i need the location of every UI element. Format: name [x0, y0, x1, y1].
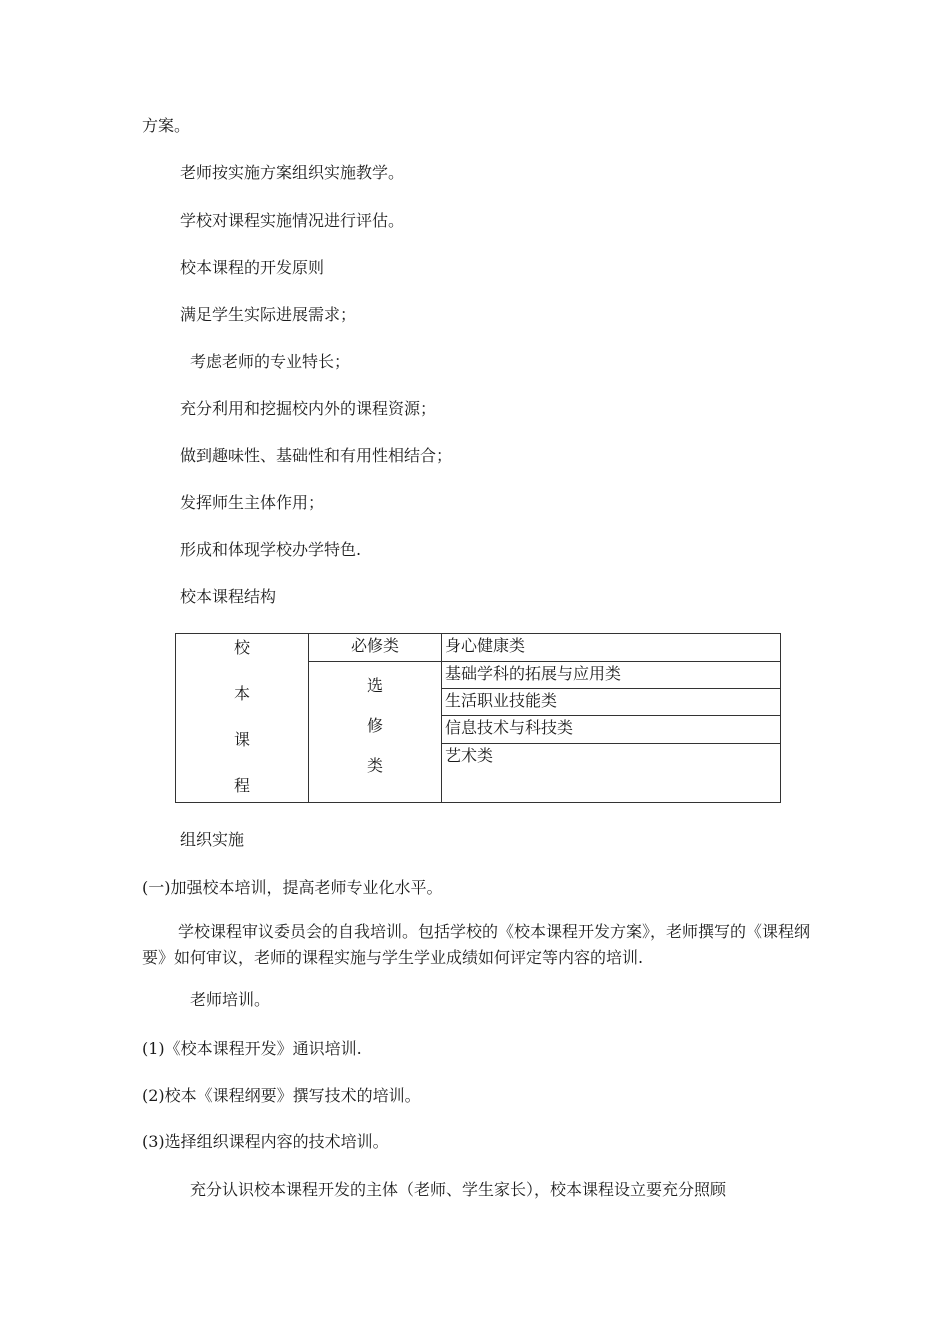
text-line-7: 充分利用和挖掘校内外的课程资源； [180, 399, 437, 418]
elective-char: 选 [366, 676, 383, 695]
text-line-17: (2)校本《课程纲要》撰写技术的培训。 [142, 1086, 421, 1105]
text-line-8: 做到趣味性、基础性和有用性相结合； [180, 446, 453, 465]
text-line-16: (1)《校本课程开发》通识培训. [142, 1039, 362, 1058]
text-line-2: 老师按实施方案组织实施教学。 [180, 163, 405, 182]
school-curriculum-cell [176, 634, 309, 803]
col1-char: 校 [233, 638, 250, 657]
text-line-18: (3)选择组织课程内容的技术培训。 [142, 1132, 389, 1151]
section-heading-structure: 校本课程结构 [180, 587, 277, 606]
text-line-3: 学校对课程实施情况进行评估。 [180, 211, 405, 230]
elective-char: 类 [366, 756, 383, 775]
text-line-10: 形成和体现学校办学特色. [180, 540, 362, 559]
elective-item-cell: 艺术类 [442, 744, 781, 803]
text-line-6: 考虑老师的专业特长； [190, 352, 351, 371]
elective-char: 修 [366, 716, 383, 735]
text-line-5: 满足学生实际进展需求； [180, 305, 357, 324]
text-line-9: 发挥师生主体作用； [180, 493, 325, 512]
curriculum-structure-table [175, 633, 781, 803]
text-line-15: 老师培训。 [190, 990, 271, 1009]
text-line-13: (一)加强校本培训，提高老师专业化水平。 [142, 878, 443, 897]
col1-char: 本 [233, 684, 250, 703]
paragraph-text: 学校课程审议委员会的自我培训。包括学校的《校本课程开发方案》，老师撰写的《课程纲要》如何审议，老师的课程实施与学生学业成绩如何评定等内容的培训. [142, 922, 811, 967]
elective-item-cell: 基础学科的拓展与应用类 [442, 662, 781, 689]
paragraph-committee-training [142, 919, 822, 971]
col1-char: 程 [233, 776, 250, 795]
elective-item-cell: 信息技术与科技类 [442, 716, 781, 744]
text-line-1: 方案。 [142, 116, 191, 135]
elective-category-cell [309, 662, 442, 803]
required-category-cell: 必修类 [309, 634, 442, 662]
required-item-cell: 身心健康类 [442, 634, 781, 662]
section-heading-principles: 校本课程的开发原则 [180, 258, 325, 277]
col1-char: 课 [233, 730, 250, 749]
elective-item-cell: 生活职业技能类 [442, 689, 781, 716]
section-heading-implementation: 组织实施 [180, 830, 245, 849]
text-line-19: 充分认识校本课程开发的主体（老师、学生家长），校本课程设立要充分照顾 [190, 1180, 727, 1199]
